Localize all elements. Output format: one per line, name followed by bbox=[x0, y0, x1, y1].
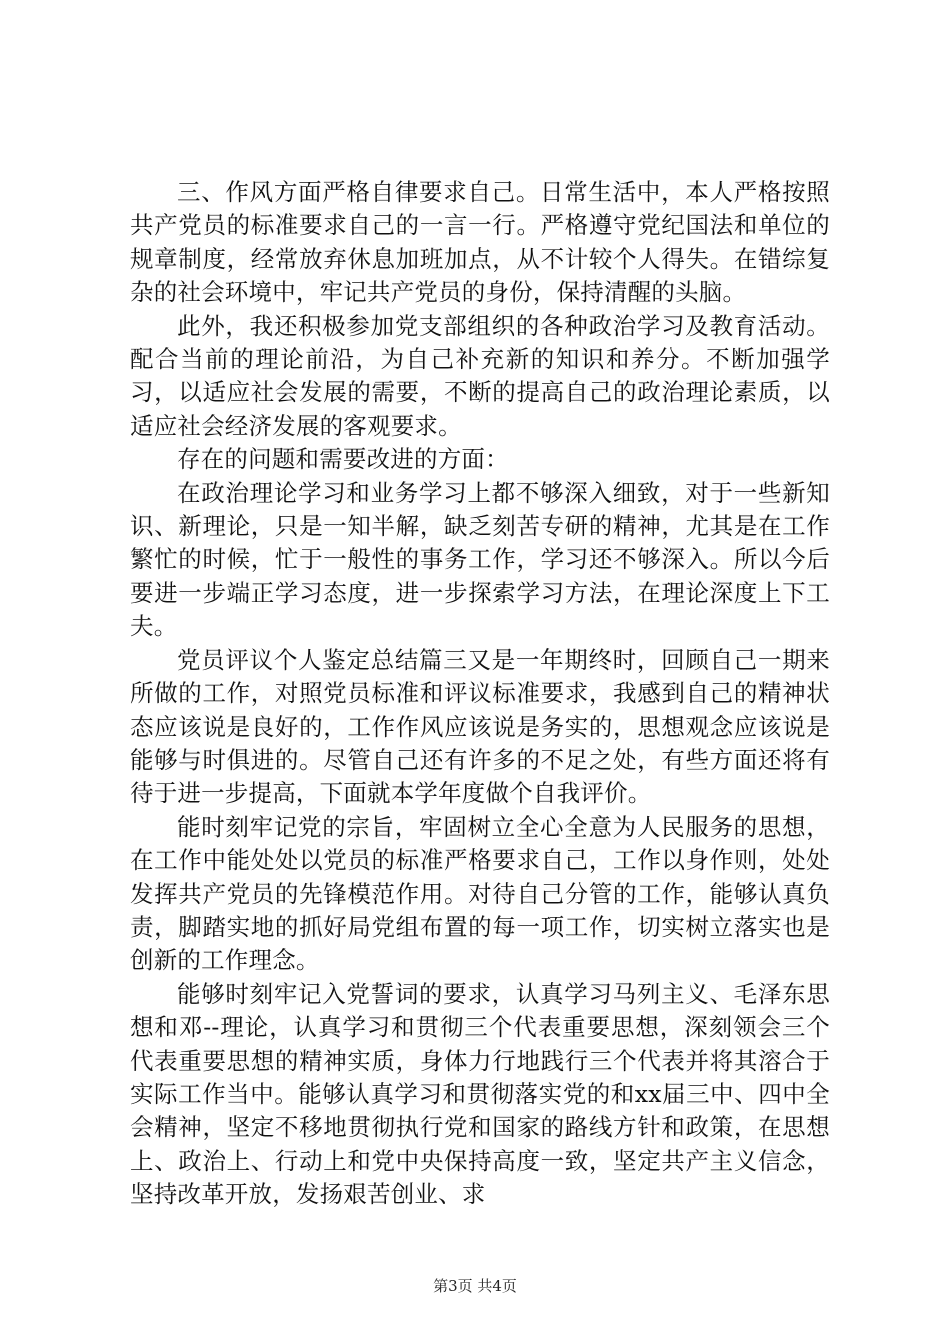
page-number-footer: 第3页 共4页 bbox=[433, 1277, 517, 1295]
paragraph-work-style: 三、作风方面严格自律要求自己。日常生活中，本人严格按照共产党员的标准要求自己的一言一行。严格遵守党纪国法和单位的规章制度，经常放弃休息加班加点，从不计较个人得失。在错综复杂的社会环境中，牢记共产党员的身份，保持清醒的头脑。 bbox=[130, 178, 830, 307]
paragraph-problems-detail: 在政治理论学习和业务学习上都不够深入细致，对于一些新知识、新理论，只是一知半解，缺乏刻苦专研的精神，尤其是在工作繁忙的时候，忙于一般性的事务工作，学习还不够深入。所以今后要进一步端正学习态度，进一步探索学习方法，在理论深度上下工夫。 bbox=[130, 478, 830, 641]
document-body bbox=[130, 176, 830, 1212]
paragraph-part-three-intro: 党员评议个人鉴定总结篇三又是一年期终时，回顾自己一期来所做的工作，对照党员标准和评议标准要求，我感到自己的精神状态应该说是良好的，工作作风应该说是务实的，思想观念应该说是能够与时俱进的。尽管自己还有许多的不足之处，有些方面还将有待于进一步提高，下面就本学年度做个自我评价。 bbox=[130, 645, 830, 808]
paragraph-problems-heading: 存在的问题和需要改进的方面： bbox=[177, 445, 509, 474]
paragraph-party-purpose: 能时刻牢记党的宗旨，牢固树立全心全意为人民服务的思想，在工作中能处处以党员的标准严格要求自己，工作以身作则，处处发挥共产党员的先锋模范作用。对待自己分管的工作，能够认真负责，脚踏实地的抓好局党组布置的每一项工作，切实树立落实也是创新的工作理念。 bbox=[130, 812, 830, 975]
paragraph-party-oath: 能够时刻牢记入党誓词的要求，认真学习马列主义、毛泽东思想和邓--理论，认真学习和贯彻三个代表重要思想，深刻领会三个代表重要思想的精神实质，身体力行地践行三个代表并将其溶合于实际工作当中。能够认真学习和贯彻落实党的和xx届三中、四中全会精神，坚定不移地贯彻执行党和国家的路线方针和政策，在思想上、政治上、行动上和党中央保持高度一致，坚定共产主义信念，坚持改革开放，发扬艰苦创业、求 bbox=[130, 979, 830, 1209]
paragraph-study-activities: 此外，我还积极参加党支部组织的各种政治学习及教育活动。配合当前的理论前沿，为自己补充新的知识和养分。不断加强学习，以适应社会发展的需要，不断的提高自己的政治理论素质，以适应社会经济发展的客观要求。 bbox=[130, 311, 830, 440]
